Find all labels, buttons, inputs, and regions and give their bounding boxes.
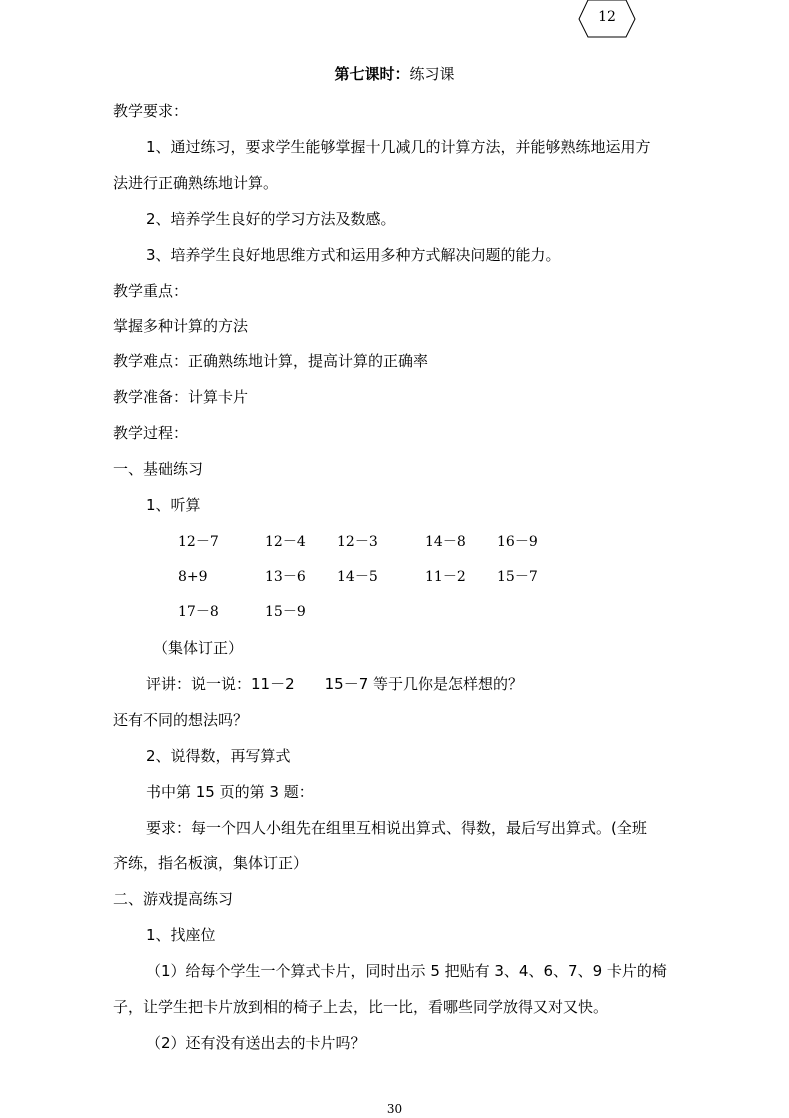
exercise-item: 13－6 [265, 569, 306, 585]
key-points-text: 掌握多种计算的方法 [113, 317, 249, 335]
section-1-item-2: 2、说得数，再写算式 [146, 747, 291, 765]
exercise-item: 14－8 [425, 534, 466, 550]
lesson-title-bold: 第七课时： [334, 65, 410, 83]
book-reference: 书中第 15 页的第 3 题： [146, 783, 314, 801]
exercise-item: 15－7 [497, 569, 538, 585]
lesson-title-normal: 练习课 [409, 65, 455, 83]
other-ideas-line: 还有不同的想法吗？ [113, 711, 249, 729]
requirements-heading: 教学要求： [113, 102, 189, 120]
demand-line-2: 齐练，指名板演，集体订正） [113, 854, 309, 872]
section-1-heading: 一、基础练习 [113, 460, 204, 478]
exercise-item: 17－8 [178, 604, 219, 620]
page-number: 30 [386, 1102, 403, 1116]
exercise-item: 12－4 [265, 534, 306, 550]
exercise-item: 15－9 [265, 604, 306, 620]
exercise-item: 11－2 [425, 569, 466, 585]
page-badge-number: 12 [598, 9, 616, 25]
group-correction: （集体订正） [153, 639, 244, 657]
exercise-item: 16－9 [497, 534, 538, 550]
step-1-line-1: （1）给每个学生一个算式卡片，同时出示 5 把贴有 3、4、6、7、9 卡片的椅 [146, 962, 667, 980]
requirement-2: 2、培养学生良好的学习方法及数感。 [146, 210, 396, 228]
key-points-heading: 教学重点： [113, 282, 189, 300]
step-1-line-2: 子，让学生把卡片放到相的椅子上去，比一比，看哪些同学放得又对又快。 [113, 998, 609, 1016]
exercise-item: 12－7 [178, 534, 219, 550]
exercise-item: 14－5 [337, 569, 378, 585]
requirement-1-line-2: 法进行正确熟练地计算。 [113, 174, 279, 192]
lesson-title [0, 64, 789, 84]
process-heading: 教学过程： [113, 424, 189, 442]
section-2-item-1: 1、找座位 [146, 926, 216, 944]
demand-line-1: 要求：每一个四人小组先在组里互相说出算式、得数，最后写出算式。(全班 [146, 819, 647, 837]
step-2-line: （2）还有没有送出去的卡片吗？ [146, 1034, 366, 1052]
comment-line: 评讲：说一说：11－2 15－7 等于几你是怎样想的？ [146, 675, 524, 693]
exercise-item: 12－3 [337, 534, 378, 550]
exercise-item: 8+9 [178, 569, 208, 585]
difficulty-line: 教学难点：正确熟练地计算，提高计算的正确率 [113, 352, 429, 370]
preparation-line: 教学准备：计算卡片 [113, 388, 249, 406]
section-2-heading: 二、游戏提高练习 [113, 890, 234, 908]
section-1-item-1: 1、听算 [146, 496, 201, 514]
requirement-1-line-1: 1、通过练习，要求学生能够掌握十几减几的计算方法，并能够熟练地运用方 [146, 138, 651, 156]
requirement-3: 3、培养学生良好地思维方式和运用多种方式解决问题的能力。 [146, 246, 561, 264]
